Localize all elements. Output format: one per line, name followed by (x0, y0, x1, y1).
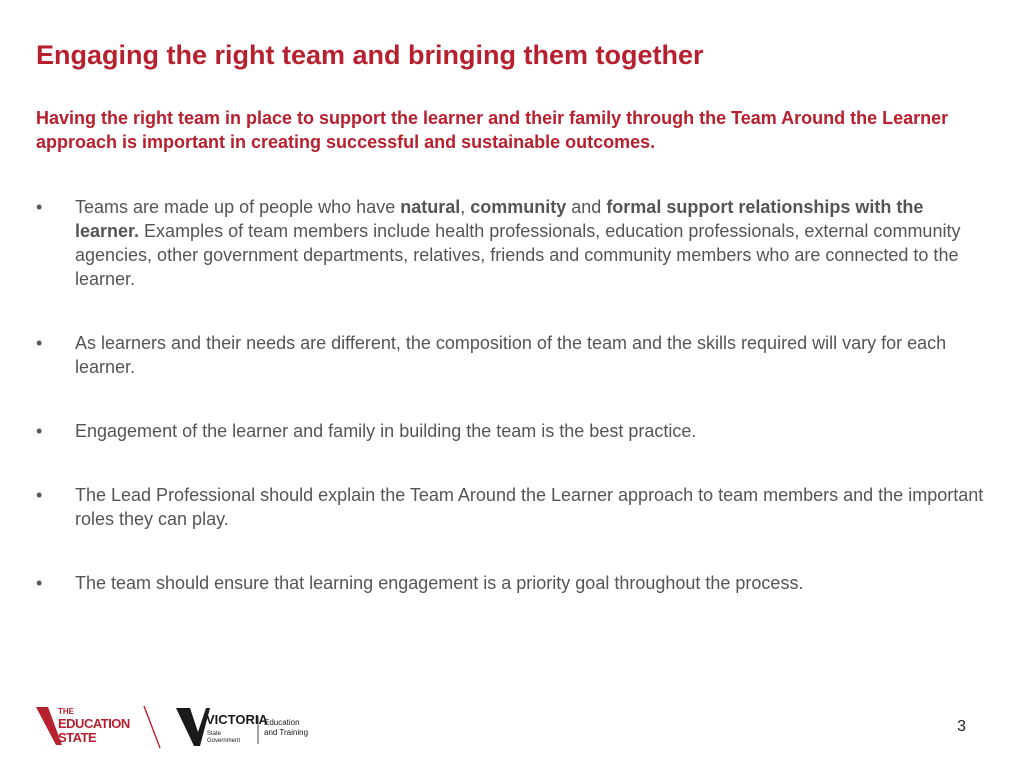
slide-title: Engaging the right team and bringing them together (36, 40, 704, 70)
bullet-text: Engagement of the learner and family in building the team is the best practice. (75, 421, 697, 441)
department-line1: Education (264, 718, 300, 727)
bullet-text: , (460, 197, 471, 217)
education-state-logo-line1: THE (58, 707, 74, 716)
victoria-wordmark: VICTORIA (206, 712, 268, 727)
bullet-list (36, 195, 986, 595)
bullet-bold-text: natural (400, 197, 461, 217)
education-state-logo-line3: STATE (58, 730, 97, 745)
list-item (36, 331, 986, 379)
bullet-marker: • (36, 333, 43, 353)
slide-subtitle: Having the right team in place to support the learner and their family through the Team Around the Learner approach is important in creating successful and sustainable outcomes. (36, 108, 949, 152)
victoria-government-text: Government (207, 738, 241, 744)
bullet-marker: • (36, 421, 43, 441)
education-state-logo-line2: EDUCATION (58, 716, 130, 731)
department-line2: and Training (264, 728, 309, 737)
bullet-text: and (566, 197, 607, 217)
bullet-bold-text: formal support relationships with the learner. (75, 197, 924, 241)
bullet-bold-text: community (470, 197, 567, 217)
bullet-text: Teams are made up of people who have (75, 197, 401, 217)
list-item (36, 483, 986, 531)
victoria-government-logo (176, 706, 316, 748)
list-item (36, 571, 986, 595)
education-state-logo (36, 703, 162, 751)
list-item (36, 195, 986, 291)
list-item (36, 419, 986, 443)
page-number: 3 (957, 718, 966, 735)
bullet-marker: • (36, 197, 43, 217)
bullet-text: The team should ensure that learning engagement is a priority goal throughout the process. (75, 573, 804, 593)
bullet-marker: • (36, 573, 43, 593)
education-state-logo-slash (144, 706, 160, 748)
bullet-text: Examples of team members include health professionals, education professionals, external community agencies, other government departments, relatives, friends and community members who are connected to the learner. (75, 221, 961, 289)
bullet-text: As learners and their needs are different, the composition of the team and the skills required will vary for each learner. (75, 333, 947, 377)
bullet-text: The Lead Professional should explain the Team Around the Learner approach to team members and the important roles they can play. (75, 485, 984, 529)
bullet-marker: • (36, 485, 43, 505)
victoria-state-text: State (207, 731, 222, 737)
victoria-logo-mark (176, 708, 210, 746)
